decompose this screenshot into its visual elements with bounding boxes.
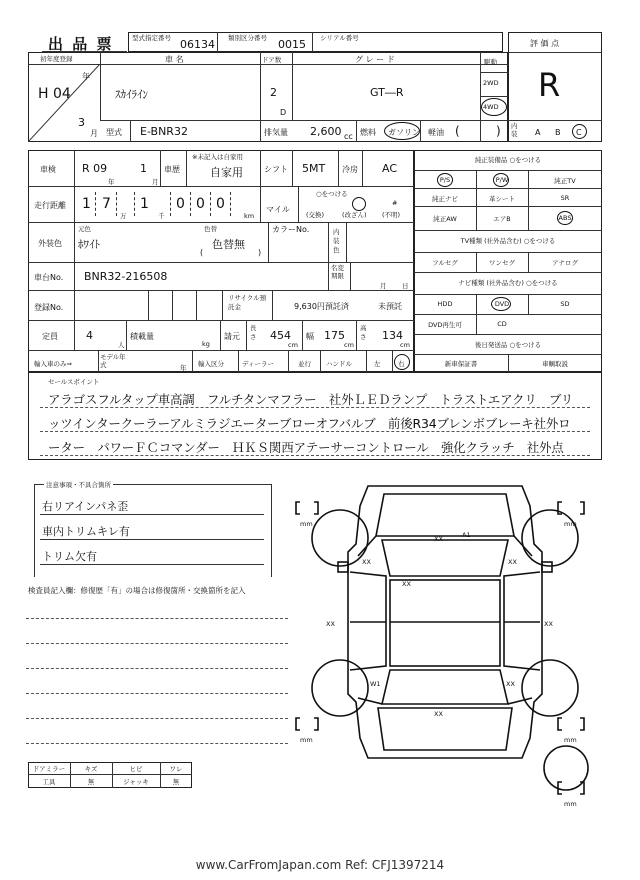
equip-ps: P/S [439,176,451,184]
mileage-digit: 0 [216,196,225,212]
score-label: 評 価 点 [530,39,560,48]
navi-type-title: ナビ種類 (社外品含む) ○をつける [458,279,558,287]
equip-leather: 革シート [489,195,515,203]
tools-label: 工具 [42,778,56,786]
damage-mark: XX [402,580,411,588]
damage-mark: XX [434,535,443,543]
original-color-label: 元色 [78,225,91,233]
history-value: 自家用 [210,166,243,179]
height-unit: cm [400,341,410,349]
shaken-month: 1 [140,162,147,175]
jack-value: 無 [172,778,180,786]
damage-mark: XX [326,620,335,628]
equip-abs: ABS [558,214,572,222]
model-year-unit: 年 [180,364,187,372]
capacity-label: 定員 [42,332,58,341]
drive-4wd-circle [481,98,507,116]
grade-value: GT―R [370,86,404,99]
mile-label: マイル [266,205,290,214]
damage-mark: W1 [370,680,381,688]
tampered-option: (改ざん) [342,211,367,219]
owners-manual: 車輌取説 [542,360,568,368]
first-reg-month: 3 [78,116,85,129]
original-color: ﾎﾜｲﾄ [78,238,100,251]
cd-playback: CD [497,320,507,328]
doors-label: ドア数 [262,56,282,64]
recycle-unpaid: 未預託 [378,302,402,311]
people-unit: 人 [118,341,125,349]
tv-analog: アナログ [552,259,578,267]
tv-oneseg: ワンセグ [489,259,515,267]
interior-color-label: 内装色 [333,228,340,254]
history-label: 車歴 [164,165,180,174]
equipment-title: 純正装備品 ○をつける [474,156,542,164]
mileage-digit: 1 [140,196,149,212]
cooling-value: AC [382,162,398,175]
chassis-value: BNR32-216508 [84,270,168,283]
parallel-option: 並行 [298,360,311,368]
oil-paren-close: ) [496,124,501,138]
navi-dvd: DVD [494,300,510,308]
length-unit: cm [288,341,298,349]
exterior-color-label: 外装色 [38,239,62,248]
bill-label: 請元 [224,332,240,341]
handle-label: ハンドル [326,360,352,368]
serial-label: シリアル番号 [320,34,359,42]
displacement-label: 排気量 [264,128,288,137]
mileage-digit: 7 [102,196,111,212]
circle-instruction: ○をつける [316,190,348,198]
load-label: 積載量 [130,332,154,341]
note-line-1: 右リアインパネ歪 [42,500,129,513]
name-change-day: 日 [402,282,409,290]
note-line-3: トリム欠有 [42,550,97,563]
car-name: ｽｶｲﾗｲﾝ [115,88,148,101]
color-paren-open: ( [200,248,204,257]
displacement-value: 2,600 [310,125,342,138]
fuel-label: 燃料 [360,128,376,137]
shaken-value: R 09 [82,162,108,175]
oil-paren: ( [455,124,460,138]
navi-sd: SD [560,300,570,308]
cc-unit: cc [344,132,353,141]
equip-ps-circle [437,173,453,187]
month-unit: 月 [90,129,98,138]
mileage-label: 走行距離 [34,201,66,210]
chassis-label: 車台No. [34,273,64,282]
damage-mark: XX [508,558,517,566]
sales-line-3: ーター パワーＦＣコマンダー ＨＫＳ関西アテーサーコントロール 強化クラッチ 社外点 [48,440,564,455]
mileage-digit: 1 [82,196,91,212]
tread-mm: mm [564,800,577,808]
warranty-book: 新車保証書 [444,360,478,368]
interior-grade-a: A [535,128,541,137]
missing-crack: ヒビ [129,765,143,773]
damage-mark: XX [506,680,515,688]
tread-mm: mm [564,736,577,744]
tread-mm: mm [300,736,313,744]
damage-mark: XX [544,620,553,628]
car-damage-diagram [290,476,600,812]
type-cert-label: 型式指定番号 [132,34,171,42]
shaken-year-unit: 年 [108,178,115,186]
recycle-value: 9,630円預託済 [294,302,349,311]
navi-dvd-circle [491,297,511,311]
tools-value: 無 [87,778,95,786]
equip-pw-circle [493,173,509,187]
color-paren-close: ) [258,248,262,257]
name-change-month: 月 [380,282,387,290]
missing-mirror: ドアミラー [32,765,66,773]
recycle-label: リサイクル預託金 [228,294,267,311]
equip-pw: P/W [495,176,509,184]
tread-mm: mm [300,520,313,528]
jack-label: ジャッキ [123,778,149,786]
history-note: ※未記入は自家用 [192,153,243,161]
right-handle: 右 [398,360,405,368]
width-label: 幅 [306,332,314,341]
exchanged-option: (交換) [306,211,325,219]
mileage-digit: 0 [176,196,185,212]
first-reg-era: H 04 [38,86,71,102]
doors-suffix: D [280,108,287,117]
drive-2wd: 2WD [483,79,499,87]
interior-grade-c: C [576,128,582,137]
height-value: 134 [382,329,403,342]
width-value: 175 [324,329,345,342]
left-handle: 左 [374,360,381,368]
import-label: 輸入車のみ⇒ [34,360,72,368]
class-value: 0015 [278,38,306,51]
model-year-label: モデル年式 [100,353,126,369]
model-value: E-BNR32 [140,125,188,138]
inspector-note: 検査員記入欄：修復歴「有」の場合は修復箇所・交換箇所を記入 [28,586,246,595]
damage-mark: XX [362,558,371,566]
fuel-circle [384,122,420,140]
name-change-label: 名変期限 [331,264,344,280]
man-unit: 万 [120,212,127,220]
tv-fullseg: フルセグ [432,259,458,267]
shift-value: 5MT [302,162,326,175]
form-title: 出 品 票 [48,35,114,53]
doors-value: 2 [270,86,277,99]
interior-grade-b: B [555,128,561,137]
color-change: 色替無 [212,238,245,251]
sen-unit: 千 [158,212,165,220]
navi-hdd: HDD [437,300,453,308]
length-label: 長さ [250,324,257,341]
damage-mark: XX [434,710,443,718]
shaken-month-unit: 月 [152,178,159,186]
shaken-label: 車検 [40,165,56,174]
sharp-mark: # [392,199,398,207]
equip-aw: 純正AW [433,215,457,223]
tread-mm: mm [564,520,577,528]
sales-points-label: セールスポイント [48,378,100,386]
later-shipping-title: 後日発送品 ○をつける [474,341,542,349]
sales-line-2: ッツインタークーラーアルミラジエーターブローオフバルブ 前後R34ブレンボブレーキ社外ロ [48,416,571,431]
dealer-option: ディーラー [242,360,274,368]
watermark-footer: www.CarFromJapan.com Ref: CFJ1397214 [195,858,445,872]
sales-line-1: アラゴスフルタップ車高調 フルチタンマフラー 社外ＬＥＤランプ トラストエアクリ ブリ [48,392,574,407]
equip-abs-circle [557,211,573,225]
score-value: R [538,66,561,104]
import-div-label: 輸入区分 [198,360,224,368]
unknown-option: (不明) [382,211,401,219]
equip-airbag: エアB [493,215,511,223]
cooling-label: 冷房 [342,165,358,174]
load-unit: kg [202,340,210,348]
missing-scratch: キズ [84,765,98,773]
tv-type-title: TV種類 (社外品含む) ○をつける [460,237,556,245]
km-unit: km [244,212,255,220]
class-label: 類別区分番号 [228,34,267,42]
model-label: 型式 [106,128,122,137]
car-name-label: 車 名 [165,55,184,64]
height-label: 高さ [360,324,367,341]
interior-c-circle [572,124,587,139]
fuel-value: ガソリン [388,128,420,137]
color-number-label: カラーNo. [272,225,310,234]
grade-label: グ レ ー ド [355,55,395,64]
registration-label: 登録No. [34,303,64,312]
shift-label: シフト [264,165,288,174]
missing-break: ワレ [169,765,183,773]
equip-sunroof: SR [560,194,570,202]
dvd-playback: DVD再生可 [428,321,462,329]
drive-4wd: 4WD [483,103,499,111]
year-unit: 年 [82,72,90,81]
oil-label: 軽油 [428,128,444,137]
tampered-circle [352,197,366,211]
color-change-label: 色替 [204,225,217,233]
type-cert-value: 06134 [180,38,215,51]
equip-tv: 純正TV [554,177,576,185]
right-handle-circle [394,354,410,370]
damage-mark: A1 [462,531,471,539]
equip-navi: 純正ナビ [432,195,458,203]
width-unit: cm [344,341,354,349]
note-line-2: 車内トリムキレ有 [42,525,130,538]
notes-label: 注意事項・不具合箇所 [46,481,111,489]
drive-label: 駆動 [484,58,497,66]
capacity-value: 4 [86,329,93,342]
mileage-digit: 0 [196,196,205,212]
length-value: 454 [270,329,291,342]
first-reg-label: 初年度登録 [40,55,73,63]
interior-label: 内装 [511,122,518,138]
